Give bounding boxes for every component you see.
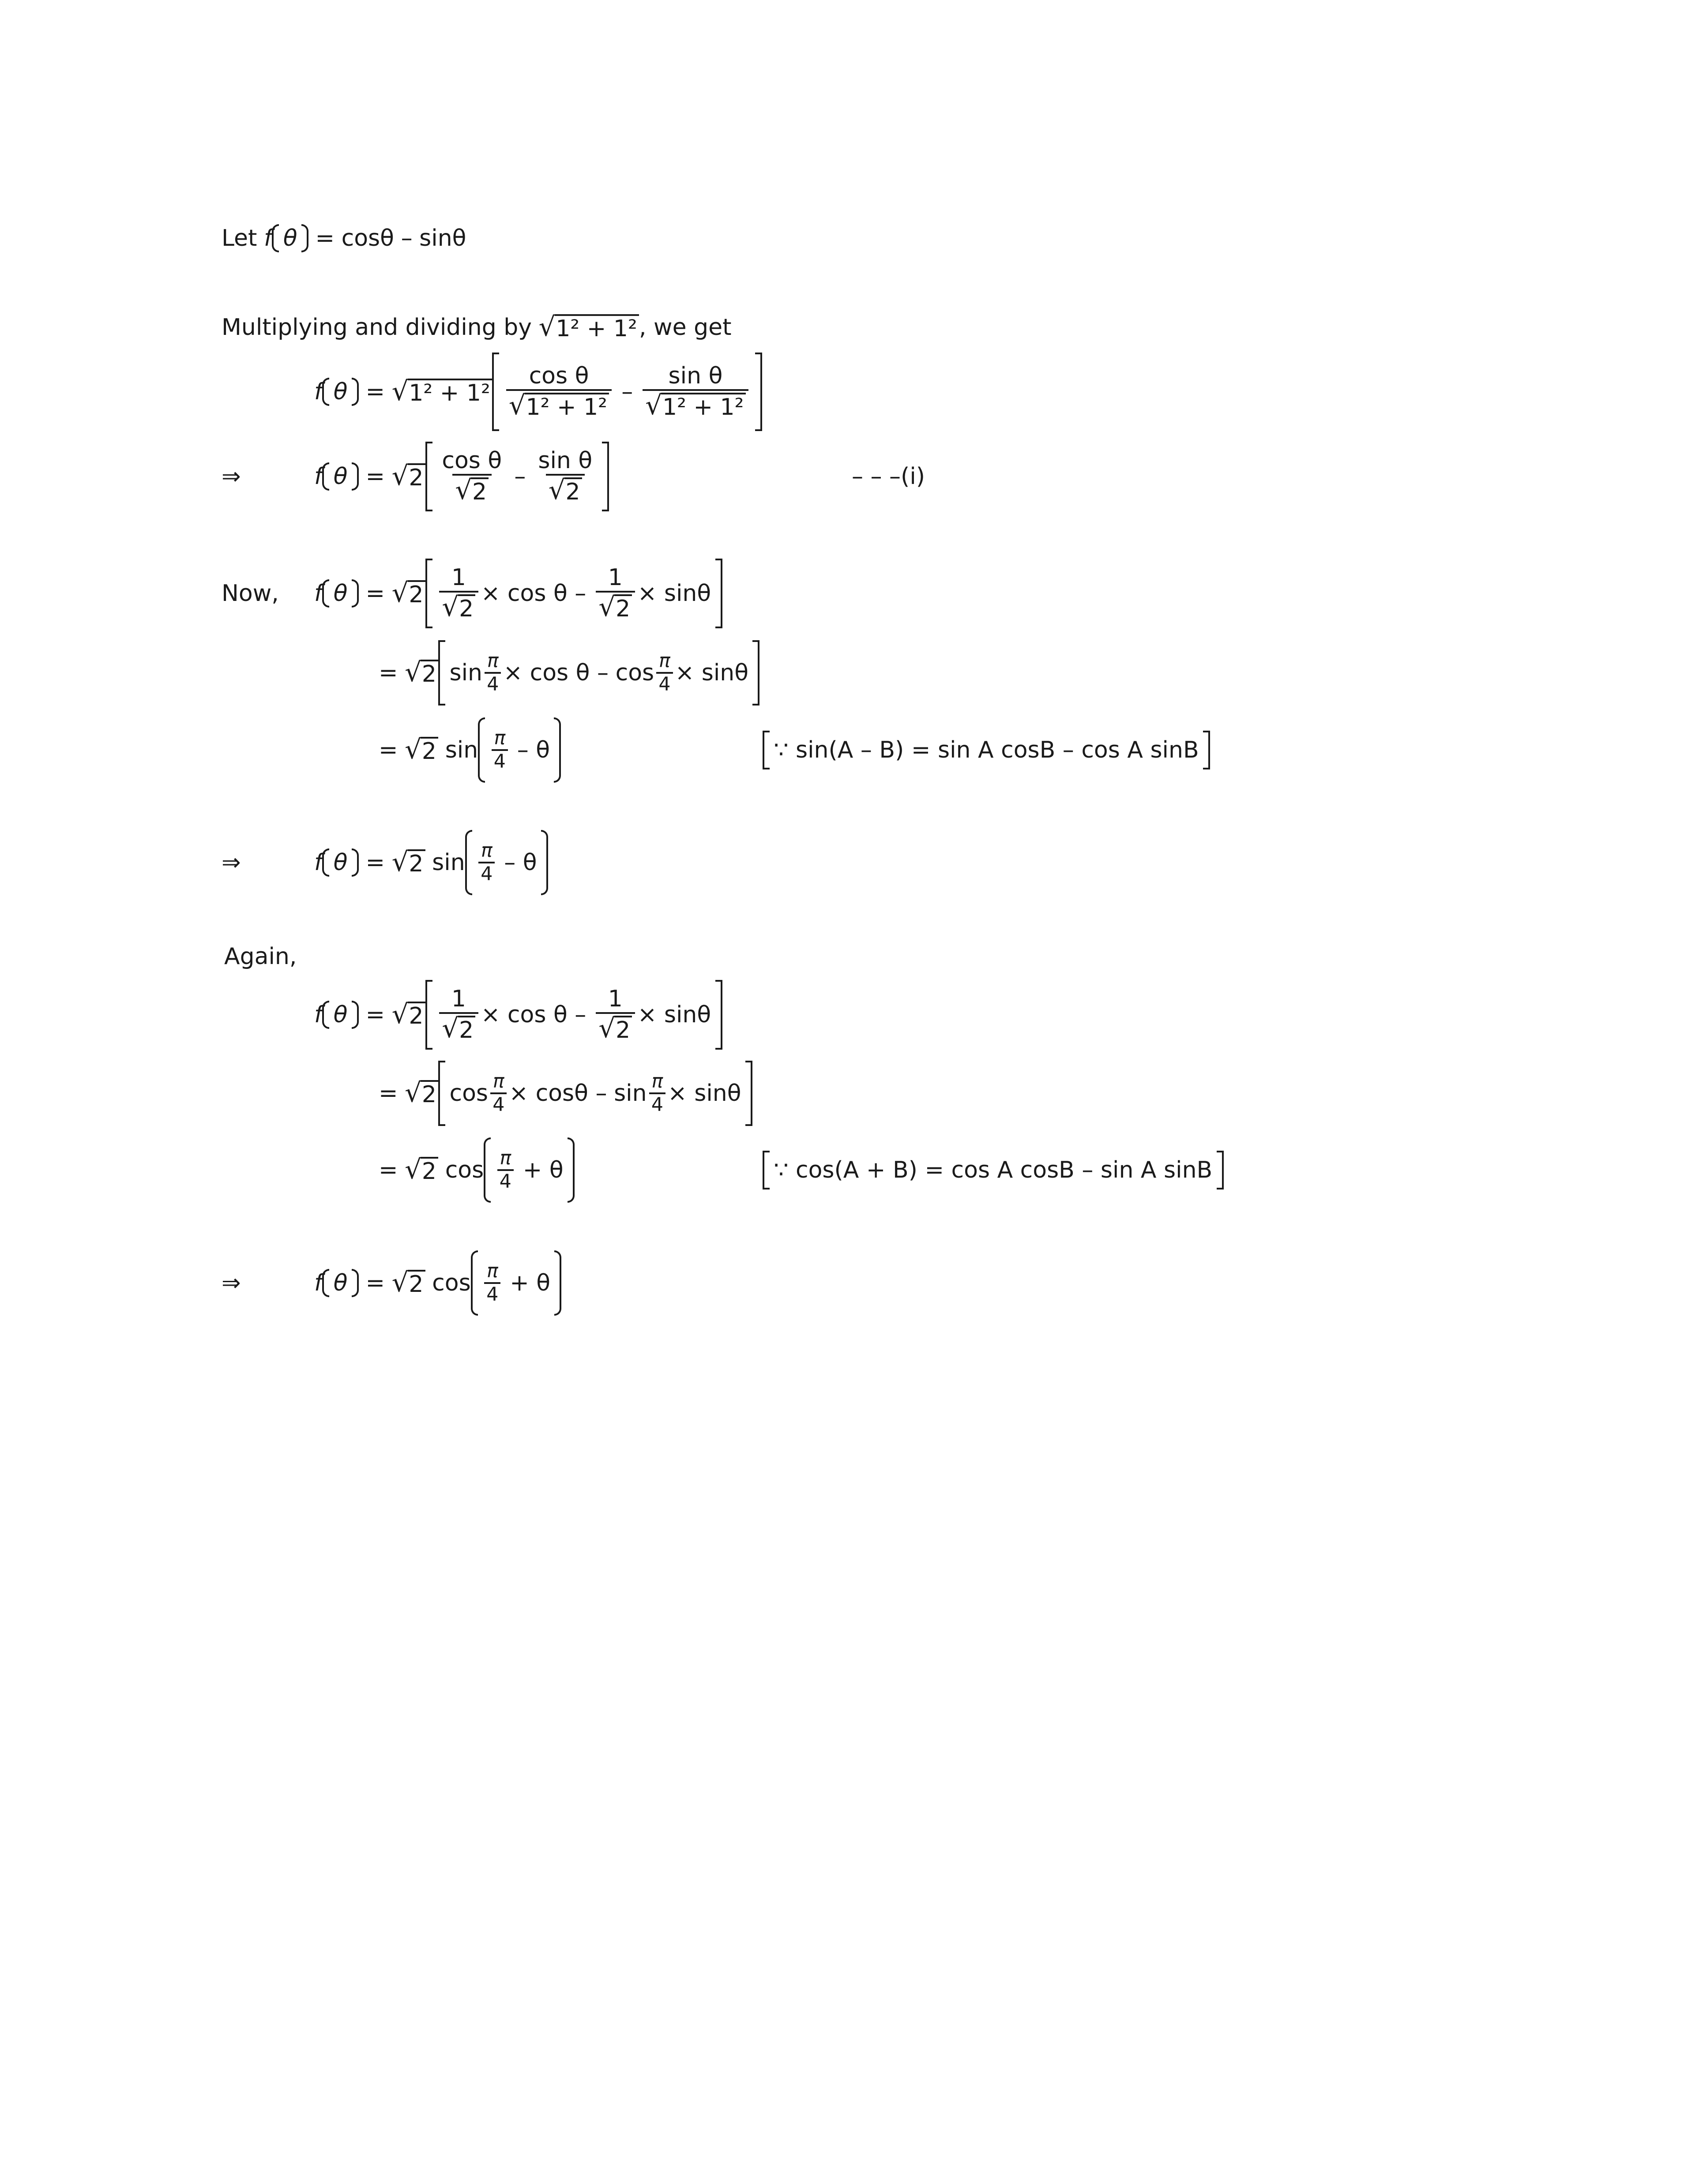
equation-step-3: f θ = √ 2 1 √ 2 × cos θ – 1 √ 2 × sinθ xyxy=(314,559,722,628)
definition-line: Let f θ = cosθ – sinθ xyxy=(222,225,466,251)
identity-note-sine: ∵ sin(A – B) = sin A cosB – cos A sinB xyxy=(763,731,1210,769)
implies-arrow: ⇒ xyxy=(222,849,241,876)
equation-step-1: f θ = √ 1² + 1² cos θ √ 1² + 1² – sin θ √ 1² + 1² xyxy=(314,353,762,431)
paren: θ xyxy=(272,224,308,252)
equation-step-7: = √ 2 cos $\frac{\pi}{4}$ × cosθ – sin $\frac{\pi}{4}$ × sinθ xyxy=(379,1061,752,1126)
let-text: Let xyxy=(222,225,257,251)
implies-arrow: ⇒ xyxy=(222,1270,241,1296)
implies-arrow: ⇒ xyxy=(222,463,241,490)
identity-note-cosine: ∵ cos(A + B) = cos A cosB – sin A sinB xyxy=(763,1151,1224,1190)
again-label: Again, xyxy=(224,943,297,970)
square-bracket: cos θ √ 1² + 1² – sin θ √ 1² + 1² xyxy=(492,353,763,431)
sin-theta: sinθ xyxy=(419,225,466,251)
equation-step-5: = √ 2 sin $\frac{\pi}{4}$ – θ xyxy=(379,717,561,783)
fraction: cos θ √ 1² + 1² xyxy=(506,364,612,419)
fraction: sin θ √ 1² + 1² xyxy=(643,364,748,419)
equation-step-8: = √ 2 cos $\frac{\pi}{4}$ + θ xyxy=(379,1137,575,1203)
multiply-divide-line: Multiplying and dividing by √ 1² + 1² , we get xyxy=(222,311,732,343)
cos-theta: cosθ xyxy=(341,225,394,251)
f-symbol: f xyxy=(264,225,272,251)
multiply-text: Multiplying and dividing by xyxy=(222,314,532,341)
radical: √ 1² + 1² xyxy=(539,314,639,341)
equation-step-6: f θ = √ 2 1 √ 2 × cos θ – 1 √ 2 × sinθ xyxy=(314,980,722,1050)
equation-label: – – –(i) xyxy=(852,463,925,490)
equation-step-2: f θ = √ 2 cos θ √ 2 – sin θ √ 2 xyxy=(314,442,609,511)
now-label: Now, xyxy=(222,580,279,607)
equation-step-4: = √ 2 sin $\frac{\pi}{4}$ × cos θ – cos $\frac{\pi}{4}$ × sinθ xyxy=(379,640,759,705)
result-cosine-form: f θ = √ 2 cos $\frac{\pi}{4}$ + θ xyxy=(314,1250,561,1316)
result-sine-form: f θ = √ 2 sin $\frac{\pi}{4}$ – θ xyxy=(314,830,548,895)
